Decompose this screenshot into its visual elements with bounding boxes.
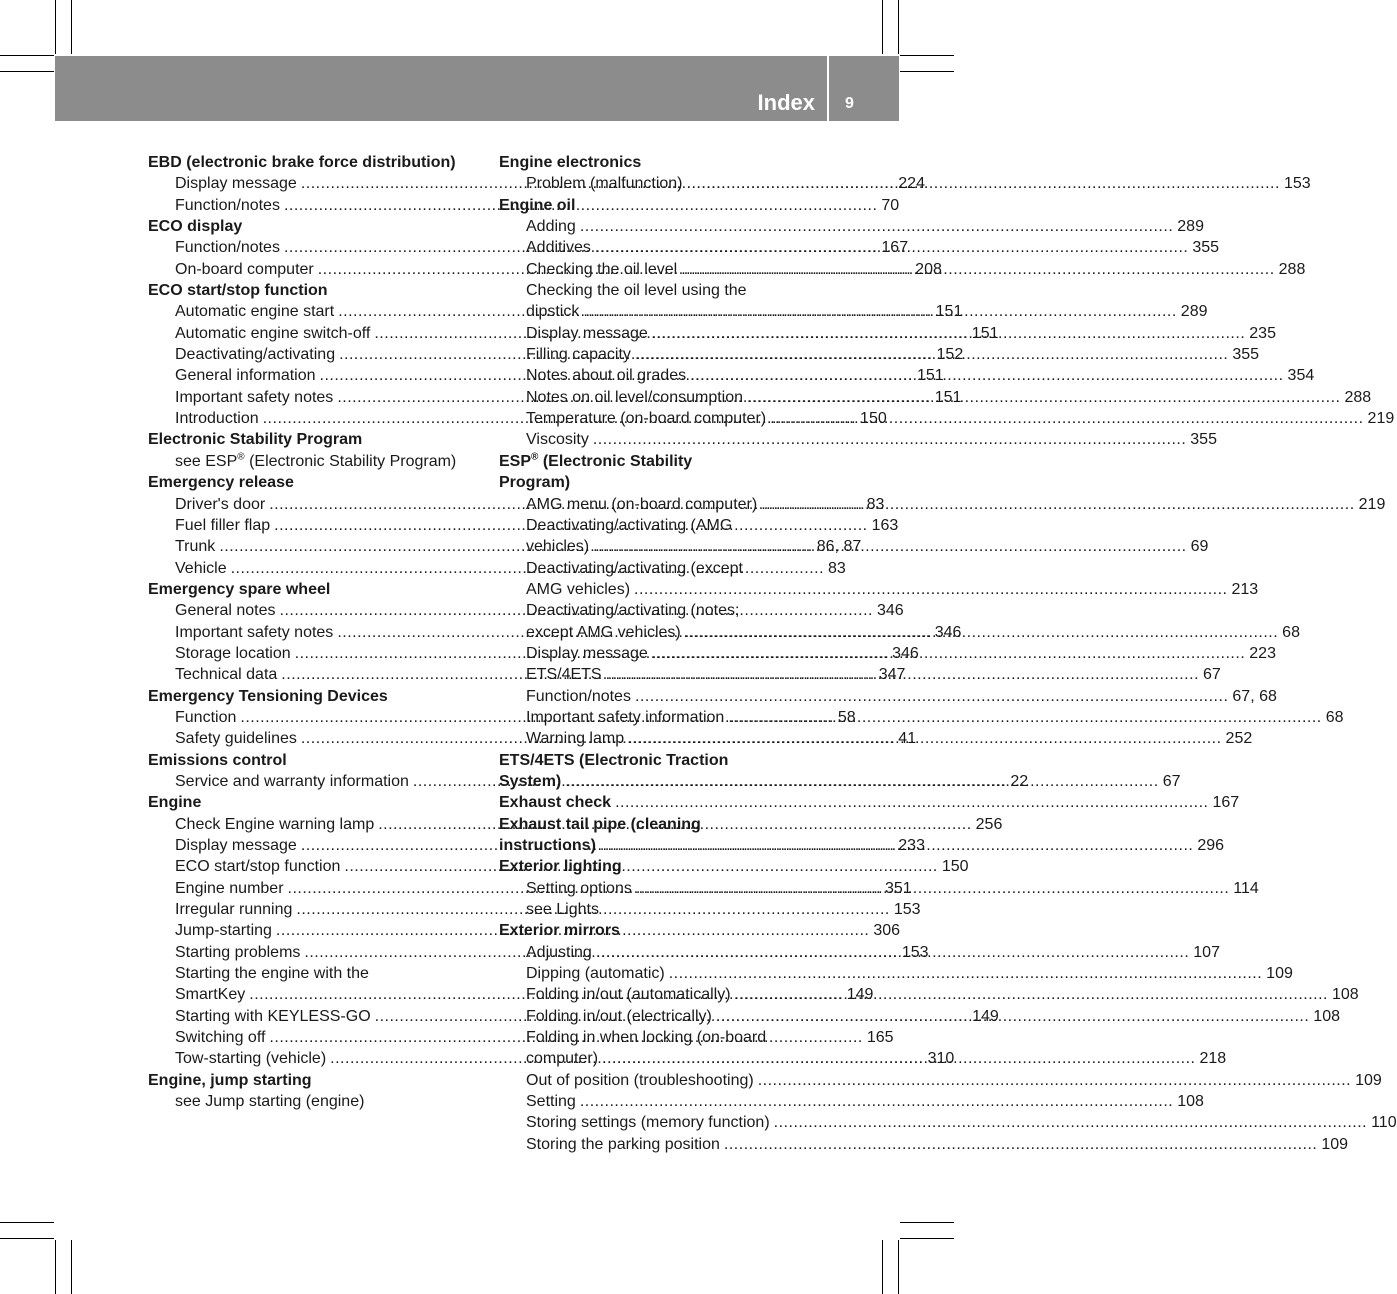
entry-label: Function/notes xyxy=(526,687,631,705)
index-entry[interactable] xyxy=(499,1091,1204,1112)
dot-leader xyxy=(565,771,1158,792)
dot-leader xyxy=(685,622,1278,643)
index-heading: Exhaust tail pipe (cleaning xyxy=(499,815,701,833)
dot-leader xyxy=(583,301,1176,322)
dot-leader xyxy=(652,323,1245,344)
page-ref: 153 xyxy=(893,901,921,919)
registered-mark: ® xyxy=(237,451,245,463)
index-heading: Emergency Tensioning Devices xyxy=(148,687,388,705)
header-bar xyxy=(55,56,899,121)
entry-label: On-board computer xyxy=(175,260,314,278)
crop-mark xyxy=(71,1240,72,1294)
page-ref: 108 xyxy=(1177,1093,1204,1111)
crop-mark xyxy=(898,0,899,54)
crop-mark xyxy=(0,55,54,56)
entry-label: ETS/4ETS xyxy=(526,666,602,684)
entry-label: Storing the parking position xyxy=(526,1135,720,1153)
entry-label: Safety guidelines xyxy=(175,730,297,748)
page-ref: 109 xyxy=(1321,1135,1349,1153)
dot-leader xyxy=(634,579,1227,600)
page-ref: 213 xyxy=(1231,580,1259,598)
entry-label: Important safety notes xyxy=(175,388,334,406)
crop-mark xyxy=(0,1238,54,1239)
page-ref: 67 xyxy=(1203,666,1221,684)
dot-leader xyxy=(602,1048,1195,1069)
dot-leader xyxy=(652,643,1245,664)
entry-label: Introduction xyxy=(175,410,259,428)
entry-label: Additives xyxy=(526,239,591,257)
page-ref: 167 xyxy=(881,239,909,257)
entry-label: Display message xyxy=(526,324,648,342)
page-ref: 167 xyxy=(1212,794,1240,812)
crop-mark xyxy=(71,0,72,54)
entry-label: Filling capacity xyxy=(526,346,631,364)
page-ref: 152 xyxy=(936,346,964,364)
entry-label: Tow-starting (vehicle) xyxy=(175,1050,327,1068)
registered-mark: ® xyxy=(531,451,539,463)
crop-mark xyxy=(900,71,954,72)
dot-leader xyxy=(606,664,1199,685)
page-ref: 86, 87 xyxy=(816,538,862,556)
entry-label: AMG vehicles) xyxy=(526,580,631,598)
page-ref: 296 xyxy=(1197,837,1225,854)
entry-label: Function/notes xyxy=(175,239,280,257)
page-ref: 58 xyxy=(837,708,856,726)
page-ref: 224 xyxy=(898,175,925,193)
page-ref: 151 xyxy=(935,303,963,321)
entry-label: Starting with KEYLESS-GO xyxy=(175,1007,371,1025)
page-ref: 288 xyxy=(1278,260,1306,278)
index-heading: Engine electronics xyxy=(499,154,642,171)
entry-text: Starting the engine with the xyxy=(175,965,369,983)
page-ref: 219 xyxy=(1367,410,1395,428)
index-entry[interactable] xyxy=(499,1112,1397,1133)
dot-leader xyxy=(615,792,1208,813)
page-ref: 151 xyxy=(934,388,962,406)
page-ref: 218 xyxy=(1199,1050,1227,1068)
entry-label: Important safety notes xyxy=(175,623,334,641)
page-number: 9 xyxy=(845,95,854,112)
crop-mark xyxy=(0,1222,54,1223)
index-heading: Emergency spare wheel xyxy=(148,580,331,598)
page-ref: 149 xyxy=(972,1007,999,1025)
index-heading: ECO start/stop function xyxy=(148,282,328,300)
page-ref: 355 xyxy=(1192,239,1220,257)
entry-label: Setting options xyxy=(526,879,632,897)
index-entry[interactable] xyxy=(499,792,1240,813)
index-heading xyxy=(499,451,828,472)
page-ref: 346 xyxy=(934,623,962,641)
entry-label: Display message xyxy=(175,837,297,854)
entry-label: Service and warranty information xyxy=(175,772,409,790)
dot-leader xyxy=(595,237,1188,258)
entry-label: computer) xyxy=(526,1050,599,1068)
entry-label: Viscosity xyxy=(526,431,589,449)
entry-label: Setting xyxy=(526,1093,576,1111)
page-ref: 67, 68 xyxy=(1232,687,1277,705)
index-heading: ETS/4ETS (Electronic Traction xyxy=(499,751,729,769)
entry-label: Folding in/out (electrically) xyxy=(526,1007,712,1025)
crop-mark xyxy=(900,1238,954,1239)
entry-label: Adjusting xyxy=(526,943,592,961)
crop-mark xyxy=(55,0,56,54)
entry-label: AMG menu (on-board computer) xyxy=(526,495,758,513)
entry-label: Function/notes xyxy=(175,196,280,214)
entry-label: Display message xyxy=(526,644,648,662)
page-ref: 354 xyxy=(1287,367,1315,385)
heading-text: ESP xyxy=(499,452,532,470)
index-heading: EBD (electronic brake force distribution) xyxy=(148,154,456,171)
entry-label: Irregular running xyxy=(175,901,293,919)
index-heading: Electronic Stability Program xyxy=(148,431,363,449)
crop-mark xyxy=(882,1240,883,1294)
page-ref: 109 xyxy=(1266,965,1293,983)
entry-label: Deactivating/activating xyxy=(175,346,336,364)
page-ref: 355 xyxy=(1232,346,1260,364)
page-ref: 233 xyxy=(898,837,925,854)
entry-label: Jump-starting xyxy=(175,922,272,940)
entry-text: Checking the oil level using the xyxy=(526,282,747,300)
page-ref: 69 xyxy=(1190,538,1209,556)
index-entry[interactable] xyxy=(499,429,1217,450)
index-heading: Engine, jump starting xyxy=(148,1071,312,1089)
dot-leader xyxy=(747,387,1340,408)
page-ref: 108 xyxy=(1313,1007,1340,1025)
dot-leader xyxy=(724,1134,1317,1155)
entry-label: Storing settings (memory function) xyxy=(526,1114,770,1132)
page-ref: 163 xyxy=(871,516,899,534)
dot-leader xyxy=(635,686,1228,707)
dot-leader xyxy=(761,494,1354,515)
page-ref: 68 xyxy=(1282,623,1300,641)
crop-mark xyxy=(882,0,883,54)
dot-leader xyxy=(758,1070,1351,1091)
entry-label: ECO start/stop function xyxy=(175,858,341,876)
see-text: (Electronic Stability Program) xyxy=(244,452,457,470)
index-heading: Emissions control xyxy=(148,751,287,769)
heading-text: System) xyxy=(499,772,562,790)
entry-label: Engine number xyxy=(175,879,284,897)
dot-leader xyxy=(735,984,1328,1005)
index-heading: Program) xyxy=(499,474,571,492)
index-entry[interactable] xyxy=(499,216,1204,237)
entry-label: SmartKey xyxy=(175,986,246,1004)
dot-leader xyxy=(770,408,1363,429)
heading-text: instructions) xyxy=(499,837,596,854)
entry-label: Switching off xyxy=(175,1029,266,1047)
entry-label: General information xyxy=(175,367,316,385)
entry-label: Trunk xyxy=(175,538,216,556)
entry-text: Deactivating/activating (notes; xyxy=(526,602,740,620)
see-reference: see Jump starting (engine) xyxy=(175,1093,365,1111)
crop-mark xyxy=(0,71,54,72)
see-reference[interactable] xyxy=(148,451,477,472)
dot-leader xyxy=(669,963,1262,984)
header-divider xyxy=(827,56,829,121)
page-title: Index xyxy=(757,90,815,115)
page-ref: 70 xyxy=(881,196,900,214)
dot-leader xyxy=(687,173,1280,194)
entry-label: vehicles) xyxy=(526,538,590,556)
entry-text: Deactivating/activating (except xyxy=(526,559,743,577)
page-ref: 151 xyxy=(971,324,999,342)
entry-label: Notes about oil grades xyxy=(526,367,687,385)
entry-label: Driver's door xyxy=(175,495,266,513)
page-ref: 41 xyxy=(898,730,917,748)
index-heading: ECO display xyxy=(148,218,243,236)
page-ref: 68 xyxy=(1325,708,1344,726)
heading-text: Exhaust check xyxy=(499,794,612,812)
entry-label: Automatic engine switch-off xyxy=(175,324,371,342)
page-ref: 256 xyxy=(975,815,1003,833)
dot-leader xyxy=(628,728,1221,749)
dot-leader xyxy=(600,835,1193,856)
page-ref: 108 xyxy=(1331,986,1359,1004)
page-ref: 347 xyxy=(878,666,906,684)
dot-leader xyxy=(635,344,1228,365)
page-ref: 306 xyxy=(873,922,901,940)
crop-mark xyxy=(900,1222,954,1223)
page-ref: 346 xyxy=(892,644,919,662)
entry-label: Storage location xyxy=(175,644,291,662)
page-ref: 22 xyxy=(1010,772,1029,790)
index-heading: Emergency release xyxy=(148,474,294,492)
entry-label: Automatic engine start xyxy=(175,303,335,321)
page-ref: 150 xyxy=(941,858,969,876)
page-ref: 150 xyxy=(860,410,887,428)
page-ref: 83 xyxy=(866,495,885,513)
index-heading: Engine xyxy=(148,794,202,812)
entry-label: except AMG vehicles) xyxy=(526,623,681,641)
entry-label: Technical data xyxy=(175,666,278,684)
page-ref: 153 xyxy=(901,943,929,961)
crop-mark xyxy=(55,1240,56,1294)
page-ref: 351 xyxy=(884,879,912,897)
index-entry[interactable] xyxy=(499,1070,1382,1091)
entry-label: Starting problems xyxy=(175,943,301,961)
see-text: see ESP xyxy=(175,452,238,470)
page-ref: 355 xyxy=(1190,431,1217,449)
dot-leader xyxy=(580,1091,1173,1112)
entry-label: dipstick xyxy=(526,303,580,321)
entry-label: Notes on oil level/consumption xyxy=(526,388,744,406)
page-ref: 208 xyxy=(915,260,942,278)
index-entry[interactable] xyxy=(499,1134,1349,1155)
entry-text: Folding in when locking (on-board xyxy=(526,1029,767,1047)
page-ref: 165 xyxy=(866,1029,894,1047)
entry-label: Checking the oil level xyxy=(526,260,678,278)
page-ref: 235 xyxy=(1249,324,1276,342)
page-ref: 109 xyxy=(1355,1071,1382,1089)
dot-leader xyxy=(596,942,1189,963)
dot-leader xyxy=(728,707,1321,728)
page-ref: 151 xyxy=(916,367,944,385)
index-entry[interactable] xyxy=(499,686,1277,707)
entry-label: Fuel filler flap xyxy=(175,516,271,534)
page-ref: 67 xyxy=(1162,772,1181,790)
entry-label: Dipping (automatic) xyxy=(526,965,665,983)
crop-mark xyxy=(898,1240,899,1294)
page-ref: 219 xyxy=(1358,495,1386,513)
crop-mark xyxy=(900,55,954,56)
entry-label: Display message xyxy=(175,175,297,193)
page-ref: 114 xyxy=(1233,879,1259,897)
entry-label: General notes xyxy=(175,602,276,620)
page-ref: 289 xyxy=(1177,218,1204,236)
heading-text: (Electronic Stability xyxy=(538,452,693,470)
page-ref: 149 xyxy=(846,986,874,1004)
dot-leader xyxy=(681,259,1274,280)
dot-leader xyxy=(774,1112,1367,1133)
page-ref: 252 xyxy=(1225,730,1253,748)
entry-label: Vehicle xyxy=(175,559,227,577)
page-ref: 223 xyxy=(1249,644,1276,662)
page-ref: 310 xyxy=(927,1050,955,1068)
entry-label: Check Engine warning lamp xyxy=(175,815,375,833)
index-heading: Exterior lighting xyxy=(499,858,622,876)
dot-leader xyxy=(636,878,1229,899)
page-ref: 289 xyxy=(1180,303,1208,321)
entry-label: Important safety information xyxy=(526,708,725,726)
page-ref: 288 xyxy=(1344,388,1372,406)
entry-label: Adding xyxy=(526,218,576,236)
dot-leader xyxy=(716,1006,1309,1027)
page-ref: 83 xyxy=(828,559,846,577)
index-entry[interactable] xyxy=(499,579,1259,600)
entry-label: Folding in/out (automatically) xyxy=(526,986,731,1004)
page-ref: 107 xyxy=(1193,943,1220,961)
index-entry[interactable] xyxy=(499,963,1293,984)
index-heading: Engine oil xyxy=(499,196,576,214)
entry-label: Function xyxy=(175,708,237,726)
page-ref: 153 xyxy=(1283,175,1311,193)
index-heading: Exterior mirrors xyxy=(499,922,620,940)
see-reference: see Lights xyxy=(526,901,599,919)
page-ref: 346 xyxy=(876,602,904,620)
entry-label: Problem (malfunction) xyxy=(526,175,683,193)
dot-leader xyxy=(580,216,1173,237)
entry-text: Deactivating/activating (AMG xyxy=(526,516,733,534)
entry-label: Warning lamp xyxy=(526,730,625,748)
dot-leader xyxy=(593,536,1186,557)
entry-label: Out of position (troubleshooting) xyxy=(526,1071,754,1089)
entry-label: Temperature (on-board computer) xyxy=(526,410,767,428)
dot-leader xyxy=(690,365,1283,386)
dot-leader xyxy=(593,429,1186,450)
page-ref: 110 xyxy=(1371,1114,1397,1132)
